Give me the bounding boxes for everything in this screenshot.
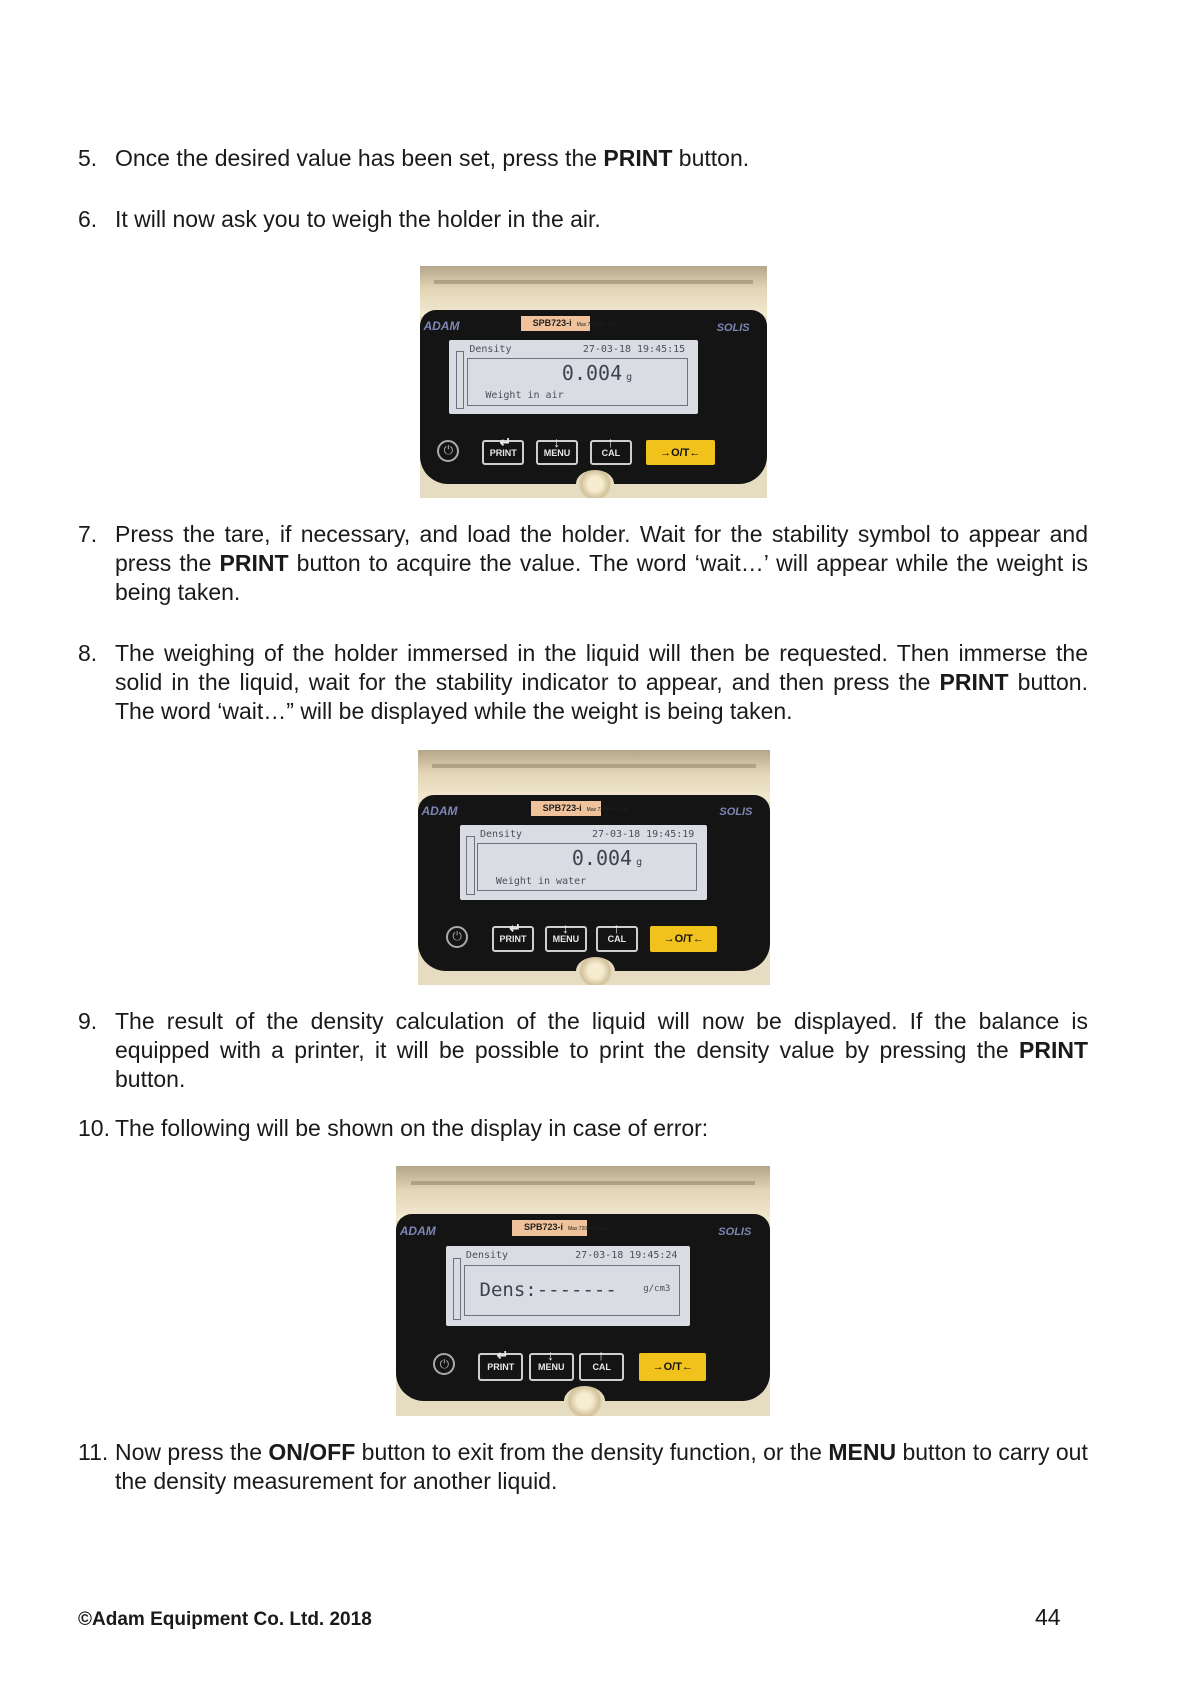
model-label: SPB723-i Max 720g d= 1mg xyxy=(521,316,590,331)
lcd-unit: g/cm3 xyxy=(643,1283,671,1294)
lcd-display xyxy=(449,340,697,414)
solis-logo: SOLIS xyxy=(718,1226,752,1238)
arrow-down-icon: ↓ xyxy=(547,1346,555,1363)
step-text: The following will be shown on the display in case of error: xyxy=(115,1115,709,1141)
lcd-mode-label: Density xyxy=(469,343,512,355)
lcd-prompt: Weight in water xyxy=(495,875,587,887)
lcd-value: 0.004 g xyxy=(571,846,643,871)
step-number: 8. xyxy=(78,640,98,666)
level-bubble xyxy=(576,470,614,498)
step-8 xyxy=(78,639,1088,726)
lcd-prompt: Weight in air xyxy=(485,389,564,401)
brand-logo: ADAM xyxy=(421,804,458,819)
lcd-datetime: 27-03-18 19:45:24 xyxy=(575,1250,678,1261)
step-7 xyxy=(78,520,1088,607)
brand-logo: ADAM xyxy=(399,1223,436,1238)
balance-photo-weight-in-water xyxy=(418,750,770,985)
step-text: The weighing of the holder immersed in the liquid will then be requested. Then immerse the solid in the liquid, wait for the stability indicator to appear, and then press the PRINT button. The word ‘wait…” will be displayed while the weight is being taken. xyxy=(115,640,1088,724)
power-icon: ⏻ xyxy=(437,440,459,462)
step-text: The result of the density calculation of the liquid will now be displayed. If the balance is equipped with a printer, it will be possible to print the density value by pressing the PRINT button. xyxy=(115,1008,1088,1092)
footer-copyright: ©Adam Equipment Co. Ltd. 2018 xyxy=(78,1609,372,1630)
arrow-up-icon: ↑ xyxy=(607,433,615,450)
step-number: 5. xyxy=(78,145,98,171)
lcd-value: 0.004 g xyxy=(561,360,633,385)
lcd-display xyxy=(460,825,706,900)
lcd-display xyxy=(446,1246,689,1326)
step-text: Now press the ON/OFF button to exit from the density function, or the MENU button to carry out the density measurement for another liquid. xyxy=(115,1439,1088,1494)
step-number: 10. xyxy=(78,1115,110,1141)
menu-key: ↓ MENU xyxy=(545,926,587,952)
power-icon: ⏻ xyxy=(446,926,468,948)
step-10 xyxy=(78,1114,1088,1143)
print-key: ↵ PRINT xyxy=(492,926,534,952)
lcd-mode-label: Density xyxy=(479,828,523,840)
model-label: SPB723-i Max 720g d= 1mg xyxy=(531,801,601,816)
level-bubble xyxy=(576,957,615,985)
model-label: SPB723-i Max 720g d= 1mg xyxy=(512,1220,587,1236)
step-6 xyxy=(78,205,1088,234)
enter-icon: ↵ xyxy=(496,1346,509,1363)
arrow-up-icon: ↑ xyxy=(597,1346,605,1363)
step-text: It will now ask you to weigh the holder in the air. xyxy=(115,206,601,232)
menu-key: ↓ MENU xyxy=(529,1353,574,1381)
cal-key: ↑ CAL xyxy=(596,926,638,952)
cal-key: ↑ CAL xyxy=(590,440,632,466)
step-text: Once the desired value has been set, press the PRINT button. xyxy=(115,145,750,171)
enter-icon: ↵ xyxy=(509,919,521,936)
lcd-value: Dens:------- xyxy=(479,1278,617,1301)
level-bubble xyxy=(564,1386,605,1416)
lcd-mode-label: Density xyxy=(465,1250,509,1261)
step-number: 6. xyxy=(78,206,98,232)
lcd-datetime: 27-03-18 19:45:15 xyxy=(582,343,686,355)
solis-logo: SOLIS xyxy=(719,806,753,819)
balance-photo-weight-in-air xyxy=(420,266,767,498)
step-number: 11. xyxy=(78,1439,109,1465)
balance-photo-density-error xyxy=(396,1166,770,1416)
cal-key: ↑ CAL xyxy=(579,1353,624,1381)
print-key: ↵ PRINT xyxy=(482,440,524,466)
page-number: 44 xyxy=(1035,1604,1061,1630)
solis-logo: SOLIS xyxy=(716,321,750,334)
menu-key: ↓ MENU xyxy=(536,440,578,466)
step-number: 9. xyxy=(78,1008,98,1034)
enter-icon: ↵ xyxy=(499,433,512,450)
step-number: 7. xyxy=(78,521,98,547)
tare-key: →O/T← xyxy=(650,926,717,952)
step-11 xyxy=(78,1438,1088,1496)
print-key: ↵ PRINT xyxy=(478,1353,523,1381)
step-9 xyxy=(78,1007,1088,1094)
arrow-down-icon: ↓ xyxy=(562,919,569,936)
tare-key: →O/T← xyxy=(646,440,715,466)
brand-logo: ADAM xyxy=(423,319,460,334)
power-icon: ⏻ xyxy=(433,1353,455,1375)
lcd-datetime: 27-03-18 19:45:19 xyxy=(591,828,695,840)
step-5 xyxy=(78,144,1088,173)
step-text: Press the tare, if necessary, and load the holder. Wait for the stability symbol to appear and press the PRINT button to acquire the value. The word ‘wait…’ will appear while the weight is being taken. xyxy=(115,521,1088,605)
arrow-down-icon: ↓ xyxy=(553,433,561,450)
tare-key: →O/T← xyxy=(639,1353,706,1381)
arrow-up-icon: ↑ xyxy=(613,919,621,936)
